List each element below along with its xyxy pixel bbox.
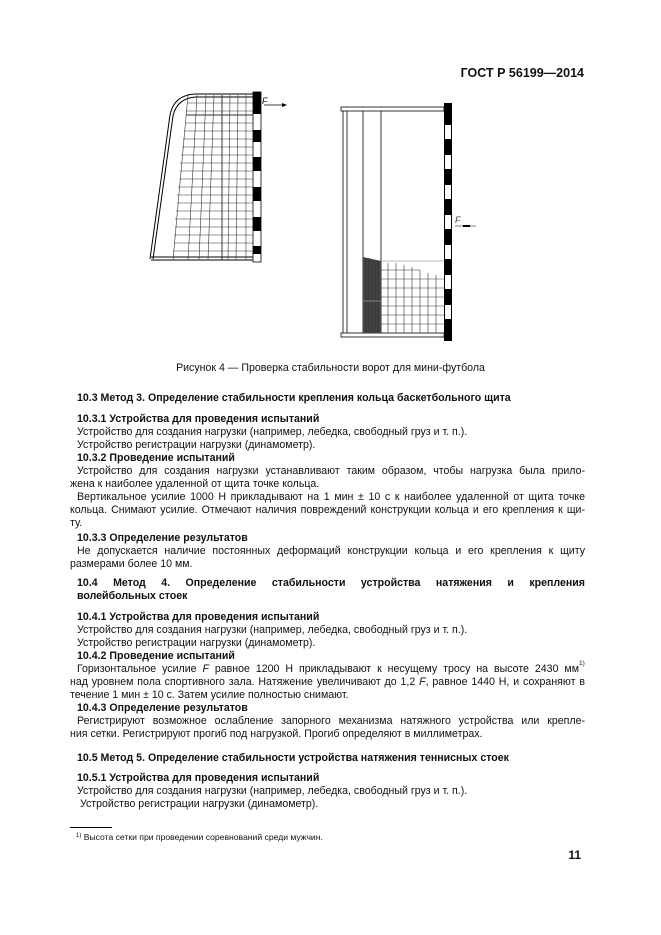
- paragraph: ния сетки. Регистрируют прогиб под нагрузкой. Прогиб определяют в миллиметрах.: [70, 728, 483, 740]
- paragraph: Горизонтальное усилие F равное 1200 Н прикладывают к несущему тросу на высоте 2430 мм: [77, 663, 579, 675]
- force-label-right: F: [455, 215, 461, 225]
- paragraph: Устройство регистрации нагрузки (динамометр).: [77, 798, 319, 810]
- section-10-4-2-title: 10.4.2 Проведение испытаний: [77, 650, 235, 662]
- paragraph: Вертикальное усилие 1000 Н прикладывают на 1 мин ± 10 с к наиболее удаленной от щита точке: [77, 491, 585, 503]
- section-10-4-title-cont: волейбольных стоек: [77, 590, 188, 602]
- section-10-4-3-title: 10.4.3 Определение результатов: [77, 702, 248, 714]
- section-10-4-title: 10.4 Метод 4. Определение стабильности устройства натяжения и крепления: [77, 577, 585, 589]
- paragraph: ту.: [70, 517, 83, 529]
- paragraph: Устройство регистрации нагрузки (динамометр).: [77, 439, 316, 451]
- footnote-separator: [70, 827, 112, 828]
- goal-front-view-diagram: [330, 95, 500, 345]
- paragraph: Устройство для создания нагрузки (например, лебедка, свободный груз и т. п.).: [77, 624, 468, 636]
- paragraph: Устройство для создания нагрузки (например, лебедка, свободный груз и т. п.).: [77, 426, 468, 438]
- paragraph: Устройство для создания нагрузки устанавливают таким образом, чтобы нагрузка была прило-: [77, 465, 585, 477]
- force-label-left: F: [262, 96, 268, 106]
- document-id: ГОСТ Р 56199—2014: [460, 66, 584, 80]
- goal-side-view-diagram: [140, 85, 300, 285]
- paragraph: размерами более 10 мм.: [70, 558, 193, 570]
- paragraph: Устройство для создания нагрузки (например, лебедка, свободный груз и т. п.).: [77, 785, 468, 797]
- footnote: $^{1)}$ Высота сетки при проведении соревнований среди мужчин.: [76, 832, 323, 842]
- paragraph: Регистрируют возможное ослабление запорного механизма натяжного устройства или крепле-: [77, 715, 585, 727]
- page-number: 11: [568, 848, 581, 862]
- paragraph: течение 1 мин ± 10 с. Затем усилие полностью снимают.: [70, 689, 349, 701]
- section-10-5-1-title: 10.5.1 Устройства для проведения испытаний: [77, 772, 320, 784]
- section-10-3-3-title: 10.3.3 Определение результатов: [77, 532, 248, 544]
- footnote-ref: 1): [579, 660, 585, 667]
- figure-caption: Рисунок 4 — Проверка стабильности ворот для мини-футбола: [176, 362, 485, 374]
- section-10-4-1-title: 10.4.1 Устройства для проведения испытаний: [77, 611, 320, 623]
- paragraph: Устройство регистрации нагрузки (динамометр).: [77, 637, 316, 649]
- section-10-3-title: 10.3 Метод 3. Определение стабильности крепления кольца баскетбольного щита: [77, 392, 511, 404]
- paragraph: Не допускается наличие постоянных деформаций конструкции кольца и его крепления к щиту: [77, 545, 585, 557]
- paragraph: над уровнем пола спортивного зала. Натяжение увеличивают до 1,2 F, равное 1440 Н, и сохраняют в: [70, 676, 585, 688]
- paragraph: жена к наиболее удаленной от щита точке кольца.: [70, 478, 320, 490]
- section-10-3-2-title: 10.3.2 Проведение испытаний: [77, 452, 235, 464]
- paragraph: кольца. Снимают усилие. Отмечают наличия повреждений конструкции кольца и его крепления к щи-: [70, 504, 585, 516]
- section-10-3-1-title: 10.3.1 Устройства для проведения испытаний: [77, 413, 320, 425]
- section-10-5-title: 10.5 Метод 5. Определение стабильности устройства натяжения теннисных стоек: [77, 752, 509, 764]
